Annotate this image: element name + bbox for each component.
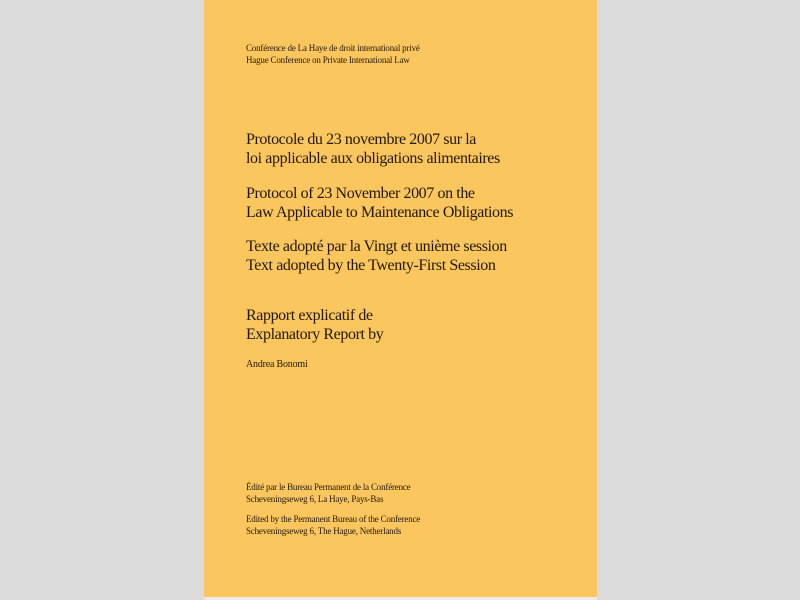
publisher-header-line-en: Hague Conference on Private International Law — [246, 54, 410, 65]
report-author-name: Andrea Bonomi — [246, 359, 308, 370]
title-english — [246, 184, 513, 222]
title-french-line1: Protocole du 23 novembre 2007 sur la — [246, 131, 476, 148]
title-english-line2: Law Applicable to Maintenance Obligations — [246, 204, 514, 221]
imprint-french-line2: Scheveningseweg 6, La Haye, Pays-Bas — [246, 493, 384, 504]
report-heading-line-en: Explanatory Report by — [246, 326, 384, 343]
publisher-header-line-fr: Conférence de La Haye de droit international privé — [246, 43, 420, 53]
imprint-french — [246, 482, 410, 505]
report-heading-line-fr: Rapport explicatif de — [246, 307, 373, 324]
title-french — [246, 130, 500, 168]
imprint-english-line1: Edited by the Permanent Bureau of the Conference — [246, 514, 421, 524]
adoption-line-fr: Texte adopté par la Vingt et unième session — [246, 238, 507, 255]
imprint-english-line2: Scheveningseweg 6, The Hague, Netherlands — [246, 525, 402, 536]
adoption-line-en: Text adopted by the Twenty-First Session — [246, 257, 496, 274]
imprint-english — [246, 514, 420, 537]
adoption-statement — [246, 237, 507, 275]
publisher-header — [246, 43, 420, 66]
imprint-french-line1: Édité par le Bureau Permanent de la Conférence — [246, 482, 411, 492]
document-page — [204, 0, 597, 600]
report-author — [246, 359, 308, 371]
title-french-line2: loi applicable aux obligations alimentaires — [246, 150, 500, 167]
report-heading — [246, 306, 383, 344]
title-english-line1: Protocol of 23 November 2007 on the — [246, 185, 475, 202]
